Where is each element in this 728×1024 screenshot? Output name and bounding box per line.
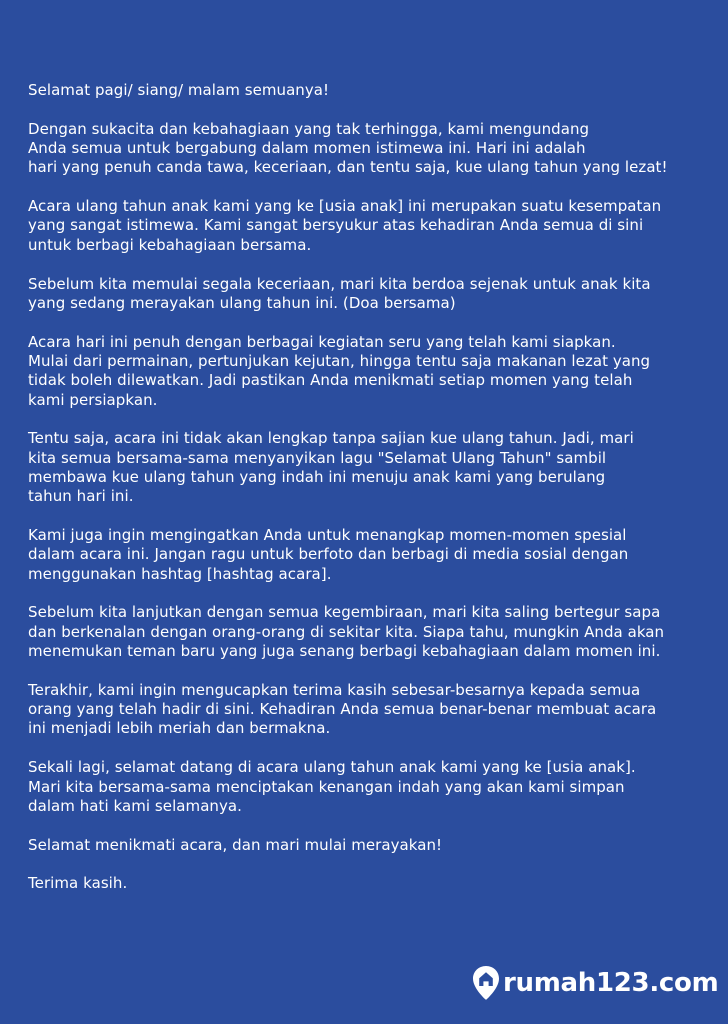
paragraph <box>28 120 718 178</box>
text-line: dalam hati kami selamanya. <box>28 796 242 815</box>
text-line: yang sangat istimewa. Kami sangat bersyukur atas kehadiran Anda semua di sini <box>28 216 644 235</box>
paragraph <box>28 429 718 506</box>
text-line: Tentu saja, acara ini tidak akan lengkap tanpa sajian kue ulang tahun. Jadi, mari <box>28 429 634 448</box>
paragraph <box>28 681 718 739</box>
text-line: ini menjadi lebih meriah dan bermakna. <box>28 719 331 738</box>
text-line: hari yang penuh canda tawa, keceriaan, dan tentu saja, kue ulang tahun yang lezat! <box>28 158 668 177</box>
paragraph <box>28 603 718 661</box>
text-line: Anda semua untuk bergabung dalam momen istimewa ini. Hari ini adalah <box>28 139 586 158</box>
paragraph <box>28 333 718 410</box>
text-line: Sebelum kita memulai segala keceriaan, mari kita berdoa sejenak untuk anak kita <box>28 274 651 293</box>
text-line: Kami juga ingin mengingatkan Anda untuk menangkap momen-momen spesial <box>28 526 627 545</box>
paragraph <box>28 197 718 255</box>
text-line: Mari kita bersama-sama menciptakan kenangan indah yang akan kami simpan <box>28 777 625 796</box>
paragraph <box>28 836 718 855</box>
text-line: Selamat menikmati acara, dan mari mulai merayakan! <box>28 835 443 854</box>
text-line: tahun hari ini. <box>28 487 134 506</box>
map-pin-house-icon <box>472 965 500 1001</box>
text-line: yang sedang merayakan ulang tahun ini. (Doa bersama) <box>28 293 456 312</box>
text-line: dan berkenalan dengan orang-orang di sekitar kita. Siapa tahu, mungkin Anda akan <box>28 622 665 641</box>
text-line: Acara hari ini penuh dengan berbagai kegiatan seru yang telah kami siapkan. <box>28 332 616 351</box>
text-line: Mulai dari permainan, pertunjukan kejutan, hingga tentu saja makanan lezat yang <box>28 351 651 370</box>
text-line: Dengan sukacita dan kebahagiaan yang tak terhingga, kami mengundang <box>28 119 590 138</box>
text-line: menggunakan hashtag [hashtag acara]. <box>28 564 332 583</box>
text-line: Sekali lagi, selamat datang di acara ulang tahun anak kami yang ke [usia anak]. <box>28 758 636 777</box>
paragraph <box>28 874 718 893</box>
text-line: Terima kasih. <box>28 874 128 893</box>
text-line: Selamat pagi/ siang/ malam semuanya! <box>28 81 330 99</box>
brand-logo <box>472 963 718 1003</box>
text-line: membawa kue ulang tahun yang indah ini menuju anak kami yang berulang <box>28 467 606 486</box>
text-line: kami persiapkan. <box>28 390 158 409</box>
text-line: tidak boleh dilewatkan. Jadi pastikan Anda menikmati setiap momen yang telah <box>28 371 633 390</box>
logo-text: rumah123.com <box>503 968 719 998</box>
text-line: Sebelum kita lanjutkan dengan semua kegembiraan, mari kita saling bertegur sapa <box>28 603 661 622</box>
paragraph <box>28 81 718 100</box>
paragraph <box>28 275 718 314</box>
text-line: menemukan teman baru yang juga senang berbagi kebahagiaan dalam momen ini. <box>28 642 661 661</box>
text-line: dalam acara ini. Jangan ragu untuk berfoto dan berbagi di media sosial dengan <box>28 545 629 564</box>
text-line: Terakhir, kami ingin mengucapkan terima kasih sebesar-besarnya kepada semua <box>28 680 641 699</box>
document-body <box>28 81 718 913</box>
text-line: orang yang telah hadir di sini. Kehadiran Anda semua benar-benar membuat acara <box>28 700 657 719</box>
text-line: Acara ulang tahun anak kami yang ke [usia anak] ini merupakan suatu kesempatan <box>28 197 662 216</box>
paragraph <box>28 526 718 584</box>
text-line: kita semua bersama-sama menyanyikan lagu "Selamat Ulang Tahun" sambil <box>28 448 607 467</box>
text-line: untuk berbagi kebahagiaan bersama. <box>28 235 312 254</box>
paragraph <box>28 758 718 816</box>
